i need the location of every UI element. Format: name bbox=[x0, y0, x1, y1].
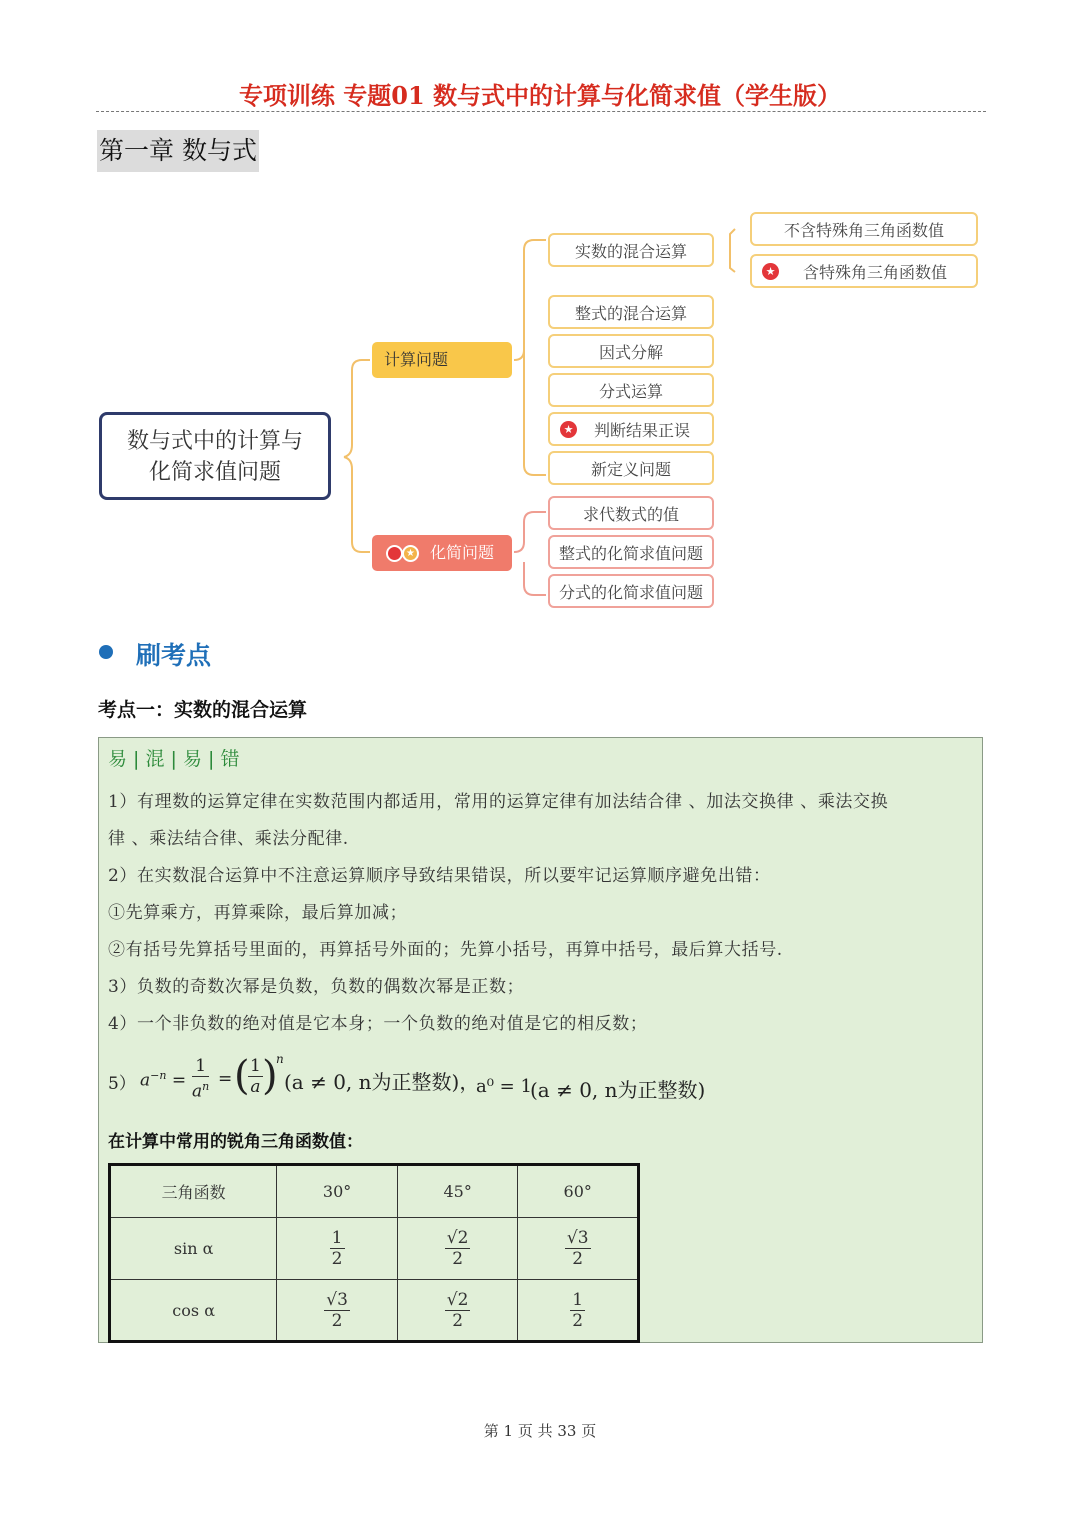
star-icon: ★ bbox=[560, 421, 577, 438]
sub-item-label: 不含特殊角三角函数值 bbox=[783, 220, 944, 240]
formula-cond-2: (a ≠ 0, n为正整数) bbox=[530, 1078, 706, 1102]
root-line-2: 化简求值问题 bbox=[148, 460, 281, 485]
table-header-row bbox=[110, 1165, 639, 1218]
simp-item-evaluate bbox=[548, 496, 714, 530]
sub-item-special-angle bbox=[750, 254, 978, 288]
table-header-cell: 30° bbox=[277, 1165, 398, 1218]
table-cell: $\frac{1}{2}$ bbox=[518, 1280, 639, 1342]
table-cell: $\frac{√2}{2}$ bbox=[397, 1218, 518, 1280]
note-line-7: 4）一个非负数的绝对值是它本身；一个负数的绝对值是它的相反数； bbox=[108, 1014, 648, 1034]
calc-item-fraction-ops bbox=[548, 373, 714, 407]
simp-item-label: 整式的化简求值问题 bbox=[558, 543, 703, 563]
table-row-label: cos α bbox=[110, 1280, 277, 1342]
page-footer: 第 1 页 共 33 页 bbox=[483, 1422, 597, 1440]
notes-tag: 易 | 混 | 易 | 错 bbox=[108, 748, 240, 770]
root-line-1: 数与式中的计算与 bbox=[126, 429, 303, 454]
simp-item-fraction-simplify bbox=[548, 574, 714, 608]
table-header-cell: 三角函数 bbox=[110, 1165, 277, 1218]
calc-item-label: 判断结果正误 bbox=[593, 420, 690, 440]
formula-fraction: $\frac{1}{a^n}$ bbox=[192, 1056, 210, 1102]
calc-item-label: 分式运算 bbox=[598, 381, 663, 401]
calc-item-label: 新定义问题 bbox=[590, 459, 671, 479]
calc-item-factorization bbox=[548, 334, 714, 368]
calc-item-label: 整式的混合运算 bbox=[574, 303, 687, 323]
section-title: 刷考点 bbox=[136, 641, 212, 670]
calc-item-real-mixed bbox=[548, 233, 714, 267]
table-row-label: sin α bbox=[110, 1218, 277, 1280]
key-point-title: 考点一：实数的混合运算 bbox=[98, 699, 308, 721]
branch-simp-label: 化简问题 bbox=[430, 543, 495, 562]
title-divider bbox=[96, 111, 986, 112]
calc-item-label: 实数的混合运算 bbox=[574, 241, 687, 261]
trig-table-title: 在计算中常用的锐角三角函数值： bbox=[108, 1132, 363, 1152]
document-title: 专项训练 专题01 数与式中的计算与化简求值（学生版） bbox=[238, 81, 842, 110]
star-icon: ★ bbox=[402, 545, 419, 562]
trig-value-table bbox=[108, 1163, 640, 1343]
calc-item-judge-result bbox=[548, 412, 714, 446]
note-line-1: 1）有理数的运算定律在实数范围内都适用，常用的运算定律有加法结合律 、加法交换律 、乘法交换 bbox=[108, 792, 889, 812]
note-line-2: 律 、乘法结合律、乘法分配律. bbox=[108, 829, 349, 849]
simp-item-label: 求代数式的值 bbox=[582, 504, 679, 524]
calc-item-poly-mixed bbox=[548, 295, 714, 329]
note-line-5: ②有括号先算括号里面的，再算括号外面的；先算小括号，再算中括号，最后算大括号. bbox=[108, 940, 783, 960]
formula-rhs-2: a⁰ = 1 bbox=[476, 1076, 532, 1097]
table-row-sin bbox=[110, 1218, 639, 1280]
star-icon: ★ bbox=[762, 263, 779, 280]
formula-lhs: $a^{-n}$ = bbox=[140, 1069, 187, 1091]
simp-item-label: 分式的化简求值问题 bbox=[558, 582, 703, 602]
bullet-icon bbox=[99, 645, 113, 659]
mindmap-root-node bbox=[99, 412, 331, 500]
formula-label: 5） bbox=[108, 1074, 136, 1094]
table-cell: $\frac{√3}{2}$ bbox=[277, 1280, 398, 1342]
note-line-4: ①先算乘方，再算乘除，最后算加减； bbox=[108, 903, 408, 923]
sub-item-no-special-angle bbox=[750, 212, 978, 246]
calc-item-new-definition bbox=[548, 451, 714, 485]
calc-item-label: 因式分解 bbox=[598, 342, 663, 362]
simp-item-poly-simplify bbox=[548, 535, 714, 569]
chapter-heading: 第一章 数与式 bbox=[97, 130, 259, 172]
priority-icon bbox=[386, 545, 403, 562]
sub-item-label: 含特殊角三角函数值 bbox=[802, 262, 947, 282]
note-line-6: 3）负数的奇数次幂是负数，负数的偶数次幂是正数； bbox=[108, 977, 525, 997]
table-header-cell: 60° bbox=[518, 1165, 639, 1218]
branch-calc-node: 计算问题 bbox=[372, 342, 512, 378]
table-cell: $\frac{1}{2}$ bbox=[277, 1218, 398, 1280]
table-cell: $\frac{√3}{2}$ bbox=[518, 1218, 639, 1280]
branch-simp-node bbox=[372, 535, 512, 571]
formula-cond-1: (a ≠ 0, n为正整数)， bbox=[284, 1070, 480, 1094]
power-formula: 5） $a^{-n}$ = $\frac{1}{a^n}$ = ( $\frac{1}{a}$ ) n (a ≠ 0, n为正整数)， a⁰ = 1 (a ≠ 0, n为正整数) bbox=[108, 1052, 706, 1102]
note-line-3: 2）在实数混合运算中不注意运算顺序导致结果错误，所以要牢记运算顺序避免出错： bbox=[108, 866, 771, 886]
table-row-cos bbox=[110, 1280, 639, 1342]
table-header-cell: 45° bbox=[397, 1165, 518, 1218]
table-cell: $\frac{√2}{2}$ bbox=[397, 1280, 518, 1342]
